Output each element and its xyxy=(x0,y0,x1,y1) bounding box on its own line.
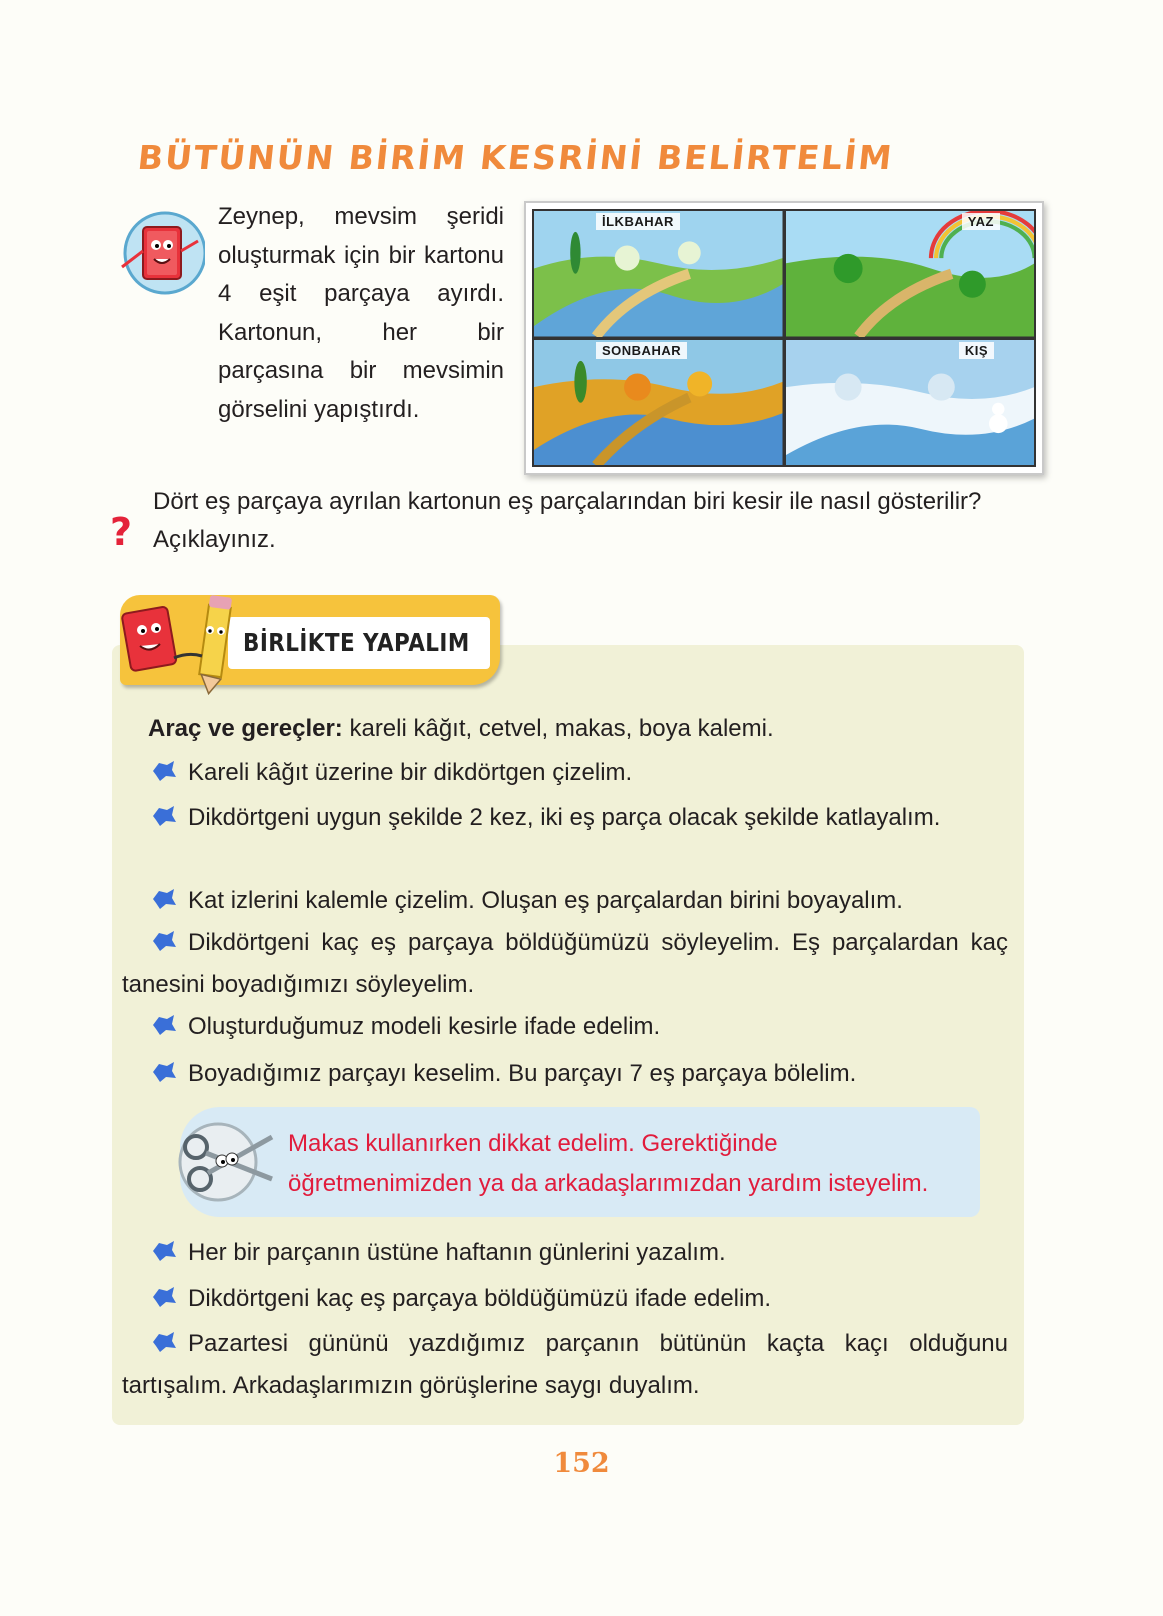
step-item: Oluşturduğumuz modeli kesirle ifade edelim. xyxy=(122,1006,1008,1048)
step-item: Dikdörtgeni kaç eş parçaya böldüğümüzü ifade edelim. xyxy=(122,1278,1008,1320)
intro-text: Zeynep, mevsim şeridi oluşturmak için bir kartonu 4 eşit parçaya ayırdı. Kartonun, her bir parçasına bir mevsimin görselini yapıştırdı. xyxy=(218,203,504,423)
summer-panel xyxy=(786,211,1035,337)
seasons-image xyxy=(524,201,1044,475)
bullet-icon xyxy=(150,1330,178,1354)
step-item: Dikdörtgeni kaç eş parçaya böldüğümüzü söyleyelim. Eş parçalardan kaç tanesini boyadığımızı söyleyelim. xyxy=(122,929,1008,998)
bullet-icon xyxy=(150,1013,178,1037)
step-item: Boyadığımız parçayı keselim. Bu parçayı 7 eş parçaya bölelim. xyxy=(122,1053,1008,1095)
bullet-icon xyxy=(150,759,178,783)
page-number: 152 xyxy=(553,1448,610,1479)
banner-title: BİRLİKTE YAPALIM xyxy=(243,628,470,657)
materials-line xyxy=(148,712,774,746)
season-label-summer: YAZ xyxy=(962,213,1000,230)
materials-label: Araç ve gereçler: xyxy=(148,715,343,742)
step-item: Kat izlerini kalemle çizelim. Oluşan eş parçalardan birini boyayalım. xyxy=(122,880,1008,922)
bullet-icon xyxy=(150,1060,178,1084)
question-text: Dört eş parçaya ayrılan kartonun eş parçalarından biri kesir ile nasıl gösterilir? Açıklayınız. xyxy=(153,488,982,553)
pencil-character-icon xyxy=(118,588,258,698)
step-item: Dikdörtgeni uygun şekilde 2 kez, iki eş parça olacak şekilde katlayalım. xyxy=(122,797,1008,839)
bullet-icon xyxy=(150,1239,178,1263)
season-label-winter: KIŞ xyxy=(959,342,994,359)
bullet-icon xyxy=(150,804,178,828)
bullet-icon xyxy=(150,929,178,953)
materials-list: kareli kâğıt, cetvel, makas, boya kalemi. xyxy=(342,715,774,742)
safety-warning-text: Makas kullanırken dikkat edelim. Gerektiğinde öğretmenimizden ya da arkadaşlarımızdan yardım isteyelim. xyxy=(288,1130,929,1197)
step-item: Her bir parçanın üstüne haftanın günlerini yazalım. xyxy=(122,1232,1008,1274)
scissors-icon xyxy=(176,1117,276,1207)
page-title: BÜTÜNÜN BİRİM KESRİNİ BELİRTELİM xyxy=(135,138,896,177)
autumn-panel xyxy=(534,340,783,466)
season-label-autumn: SONBAHAR xyxy=(596,342,687,359)
bullet-icon xyxy=(150,1285,178,1309)
season-label-spring: İLKBAHAR xyxy=(596,213,680,230)
winter-panel xyxy=(786,340,1035,466)
bullet-icon xyxy=(150,887,178,911)
book-character-icon xyxy=(110,205,205,305)
step-item: Pazartesi gününü yazdığımız parçanın bütünün kaçta kaçı olduğunu tartışalım. Arkadaşlarımızın görüşlerine saygı duyalım. xyxy=(122,1330,1008,1399)
question-mark-icon: ? xyxy=(110,510,133,554)
spring-panel xyxy=(534,211,783,337)
step-item: Kareli kâğıt üzerine bir dikdörtgen çizelim. xyxy=(122,752,1008,794)
